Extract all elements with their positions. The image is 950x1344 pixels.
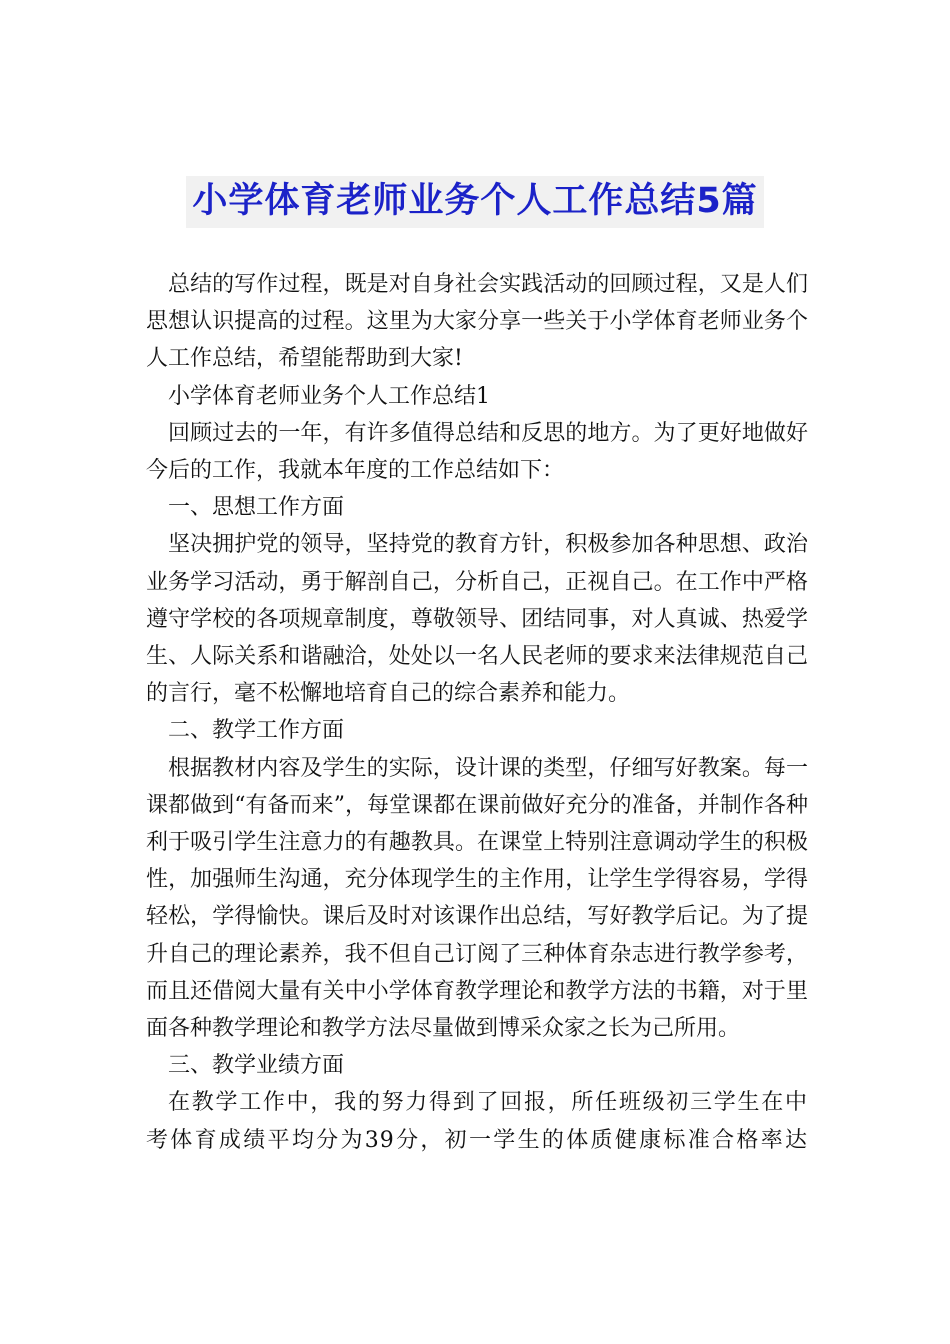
intro-paragraph: 总结的写作过程，既是对自身社会实践活动的回顾过程，又是人们思想认识提高的过程。这里为大家分享一些关于小学体育老师业务个人工作总结，希望能帮助到大家! xyxy=(146,272,808,372)
document-title: 小学体育老师业务个人工作总结5篇 xyxy=(186,176,763,228)
subheading-teaching: 二、教学工作方面 xyxy=(168,718,345,744)
body-paragraph: 根据教材内容及学生的实际，设计课的类型，仔细写好教案。每一课都做到“有备而来”，每堂课都在课前做好充分的准备，并制作各种利于吸引学生注意力的有趣教具。在课堂上特别注意调动学生的积极性，加强师生沟通，充分体现学生的主作用，让学生学得容易，学得轻松，学得愉快。课后及时对该课作出总结，写好教学后记。为了提升自己的理论素养，我不但自己订阅了三种体育杂志进行教学参考，而且还借阅大量有关中小学体育教学理论和教学方法的书籍，对于里面各种教学理论和教学方法尽量做到博采众家之长为己所用。 xyxy=(146,755,808,1042)
body-paragraph: 在教学工作中，我的努力得到了回报，所任班级初三学生在中考体育成绩平均分为39分，初一学生的体质健康标准合格率达 xyxy=(146,1090,808,1153)
body-paragraph: 坚决拥护党的领导，坚持党的教育方针，积极参加各种思想、政治业务学习活动，勇于解剖自己，分析自己，正视自己。在工作中严格遵守学校的各项规章制度，尊敬领导、团结同事，对人真诚、热爱学生、人际关系和谐融洽，处处以一名人民老师的要求来法律规范自己的言行，毫不松懈地培育自己的综合素养和能力。 xyxy=(146,532,808,707)
document-body xyxy=(146,266,808,1159)
body-paragraph: 回顾过去的一年，有许多值得总结和反思的地方。为了更好地做好今后的工作，我就本年度的工作总结如下： xyxy=(146,420,808,484)
subheading-results: 三、教学业绩方面 xyxy=(168,1053,345,1079)
section-title: 小学体育老师业务个人工作总结1 xyxy=(168,383,490,409)
title-block xyxy=(0,176,950,228)
subheading-ideology: 一、思想工作方面 xyxy=(168,495,345,521)
